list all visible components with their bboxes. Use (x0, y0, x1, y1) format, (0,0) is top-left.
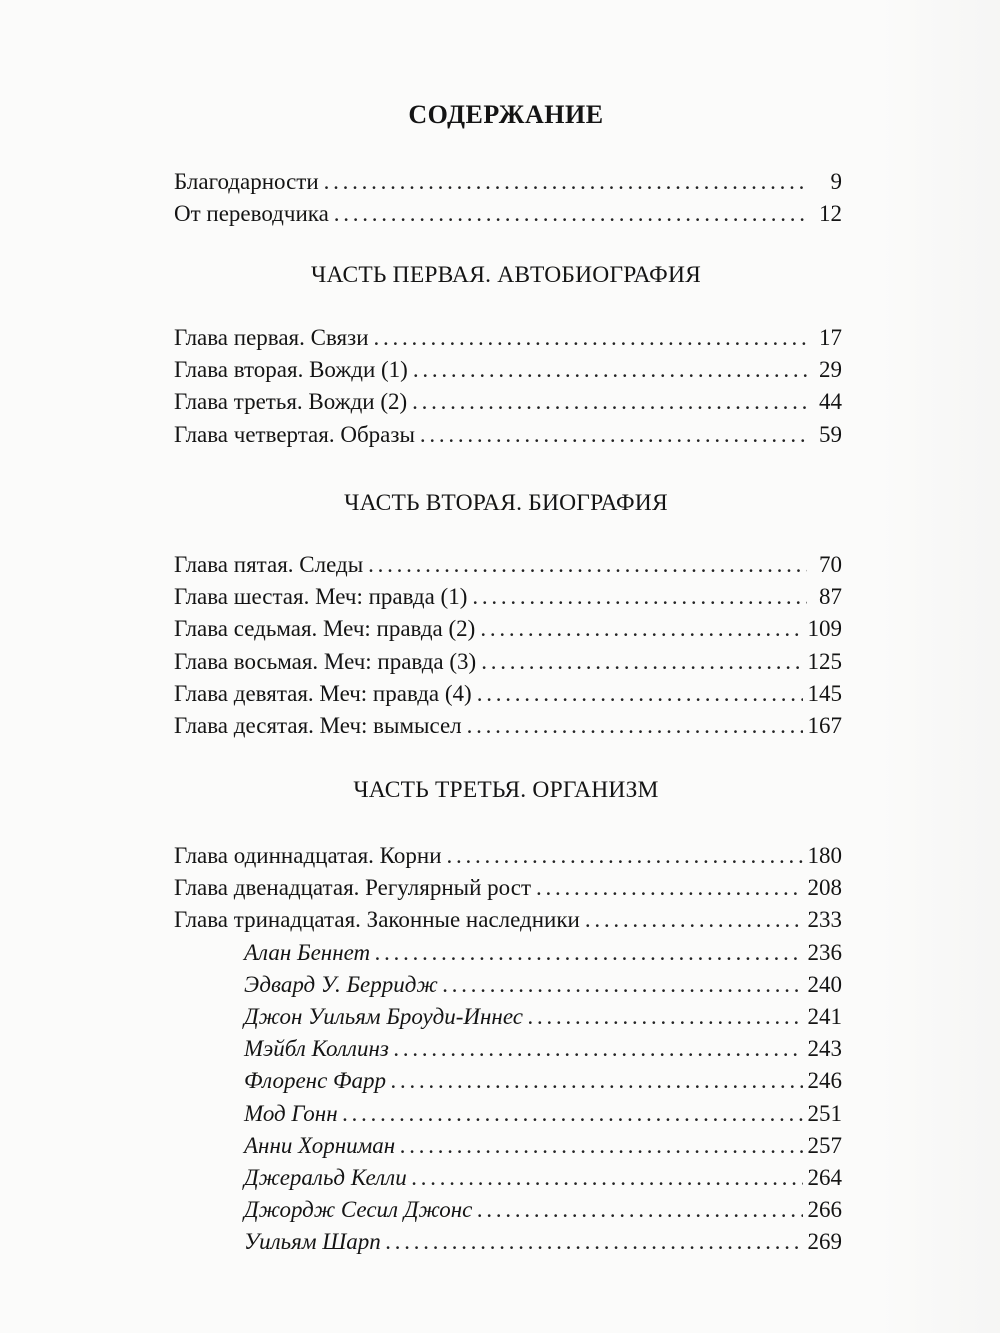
toc-entry[interactable] (174, 875, 842, 907)
leader-dots (447, 843, 803, 869)
entry-page: 180 (807, 843, 842, 868)
leader-dots (412, 389, 807, 415)
subentry-label: Эдвард У. Берридж (244, 971, 438, 997)
entry-label: Глава шестая. Меч: правда (1) (174, 584, 468, 610)
entry-page: 167 (807, 712, 842, 738)
toc-entry[interactable] (174, 649, 842, 681)
subentry-label: Флоренс Фарр (244, 1068, 387, 1094)
toc-subentry[interactable] (174, 1165, 842, 1197)
leader-dots (477, 1197, 802, 1223)
subentry-page: 241 (807, 1003, 842, 1029)
leader-dots (480, 616, 802, 642)
entry-label: Благодарности (174, 169, 319, 194)
toc-subentry[interactable] (174, 1004, 842, 1036)
subentry-label: Джон Уильям Броуди-Иннес (244, 1003, 523, 1029)
subentry-label: Уильям Шарп (244, 1229, 381, 1255)
part-three-title: ЧАСТЬ ТРЕТЬЯ. ОРГАНИЗМ (353, 777, 659, 803)
entry-page: 59 (819, 421, 842, 447)
toc-subentry[interactable] (174, 1229, 842, 1261)
leader-dots (386, 1229, 803, 1255)
toc-heading: СОДЕРЖАНИЕ (408, 100, 604, 129)
entry-page: 125 (807, 648, 842, 674)
toc-entry[interactable] (174, 201, 842, 233)
part-one-list (174, 325, 842, 454)
toc-entry[interactable] (174, 325, 842, 357)
toc-entry[interactable] (174, 616, 842, 648)
leader-dots (374, 325, 807, 351)
leader-dots (481, 649, 802, 675)
entry-page: 12 (819, 201, 842, 227)
leader-dots (536, 875, 803, 901)
toc-entry[interactable] (174, 907, 842, 939)
entry-page: 87 (819, 584, 842, 610)
leader-dots (343, 1101, 803, 1127)
leader-dots (528, 1004, 803, 1030)
toc-subentry[interactable] (174, 1068, 842, 1100)
entry-label: Глава тринадцатая. Законные наследники (174, 907, 580, 933)
entry-page: 44 (819, 389, 842, 415)
entry-page: 109 (807, 616, 842, 642)
entry-label: Глава первая. Связи (174, 325, 369, 350)
leader-dots (368, 552, 807, 578)
entry-page: 17 (819, 325, 842, 350)
entry-page: 233 (807, 907, 842, 933)
entry-page: 208 (807, 875, 842, 901)
leader-dots (413, 357, 807, 383)
toc-entry[interactable] (174, 169, 842, 201)
toc-subentry[interactable] (174, 1101, 842, 1133)
toc-entry[interactable] (174, 584, 842, 616)
subentry-label: Джеральд Келли (244, 1164, 407, 1190)
toc-entry[interactable] (174, 843, 842, 875)
entry-label: Глава четвертая. Образы (174, 421, 415, 447)
entry-label: Глава восьмая. Меч: правда (3) (174, 648, 477, 674)
toc-entry[interactable] (174, 389, 842, 421)
toc-entry[interactable] (174, 713, 842, 745)
part-two-list (174, 552, 842, 745)
subentry-label: Мэйбл Коллинз (244, 1036, 389, 1062)
subentry-page: 257 (807, 1132, 842, 1158)
toc-subentry[interactable] (174, 1197, 842, 1229)
subentry-page: 264 (807, 1164, 842, 1190)
leader-dots (477, 681, 803, 707)
leader-dots (394, 1036, 803, 1062)
leader-dots (334, 201, 807, 227)
entry-page: 9 (830, 169, 842, 194)
leader-dots (443, 972, 803, 998)
leader-dots (412, 1165, 803, 1191)
toc-entry[interactable] (174, 357, 842, 389)
leader-dots (585, 907, 803, 933)
entry-page: 145 (807, 680, 842, 706)
entry-page: 70 (819, 552, 842, 577)
toc-entry[interactable] (174, 422, 842, 454)
part-three-list (174, 843, 842, 1261)
subentry-page: 240 (807, 971, 842, 997)
subentry-label: Анни Хорниман (244, 1132, 396, 1158)
leader-dots (391, 1068, 802, 1094)
entry-page: 29 (819, 357, 842, 383)
front-matter-list (174, 169, 842, 233)
toc-subentry[interactable] (174, 1133, 842, 1165)
subentry-page: 236 (807, 939, 842, 965)
entry-label: Глава двенадцатая. Регулярный рост (174, 875, 531, 901)
leader-dots (375, 940, 802, 966)
toc-subentry[interactable] (174, 940, 842, 972)
entry-label: Глава третья. Вожди (2) (174, 389, 408, 415)
entry-label: Глава вторая. Вожди (1) (174, 357, 408, 383)
toc-entry[interactable] (174, 681, 842, 713)
entry-label: Глава седьмая. Меч: правда (2) (174, 616, 476, 642)
subentry-page: 246 (807, 1068, 842, 1094)
part-two-title: ЧАСТЬ ВТОРАЯ. БИОГРАФИЯ (344, 490, 668, 516)
entry-label: Глава десятая. Меч: вымысел (174, 712, 462, 738)
subentry-label: Мод Гонн (244, 1100, 338, 1126)
toc-subentry[interactable] (174, 972, 842, 1004)
leader-dots (467, 713, 803, 739)
leader-dots (472, 584, 807, 610)
entry-label: От переводчика (174, 201, 329, 227)
part-one-title: ЧАСТЬ ПЕРВАЯ. АВТОБИОГРАФИЯ (311, 262, 701, 288)
entry-label: Глава пятая. Следы (174, 552, 364, 577)
subentry-page: 269 (807, 1229, 842, 1255)
leader-dots (400, 1133, 802, 1159)
toc-entry[interactable] (174, 552, 842, 584)
subentry-page: 243 (807, 1036, 842, 1062)
subentry-page: 266 (807, 1197, 842, 1223)
leader-dots (420, 422, 807, 448)
paper-edge-shade (880, 0, 1000, 1333)
subentry-label: Джордж Сесил Джонс (244, 1197, 473, 1223)
toc-subentry[interactable] (174, 1036, 842, 1068)
entry-label: Глава одиннадцатая. Корни (174, 843, 442, 868)
leader-dots (324, 169, 807, 195)
entry-label: Глава девятая. Меч: правда (4) (174, 680, 472, 706)
subentry-label: Алан Беннет (244, 939, 371, 965)
subentry-page: 251 (807, 1100, 842, 1126)
